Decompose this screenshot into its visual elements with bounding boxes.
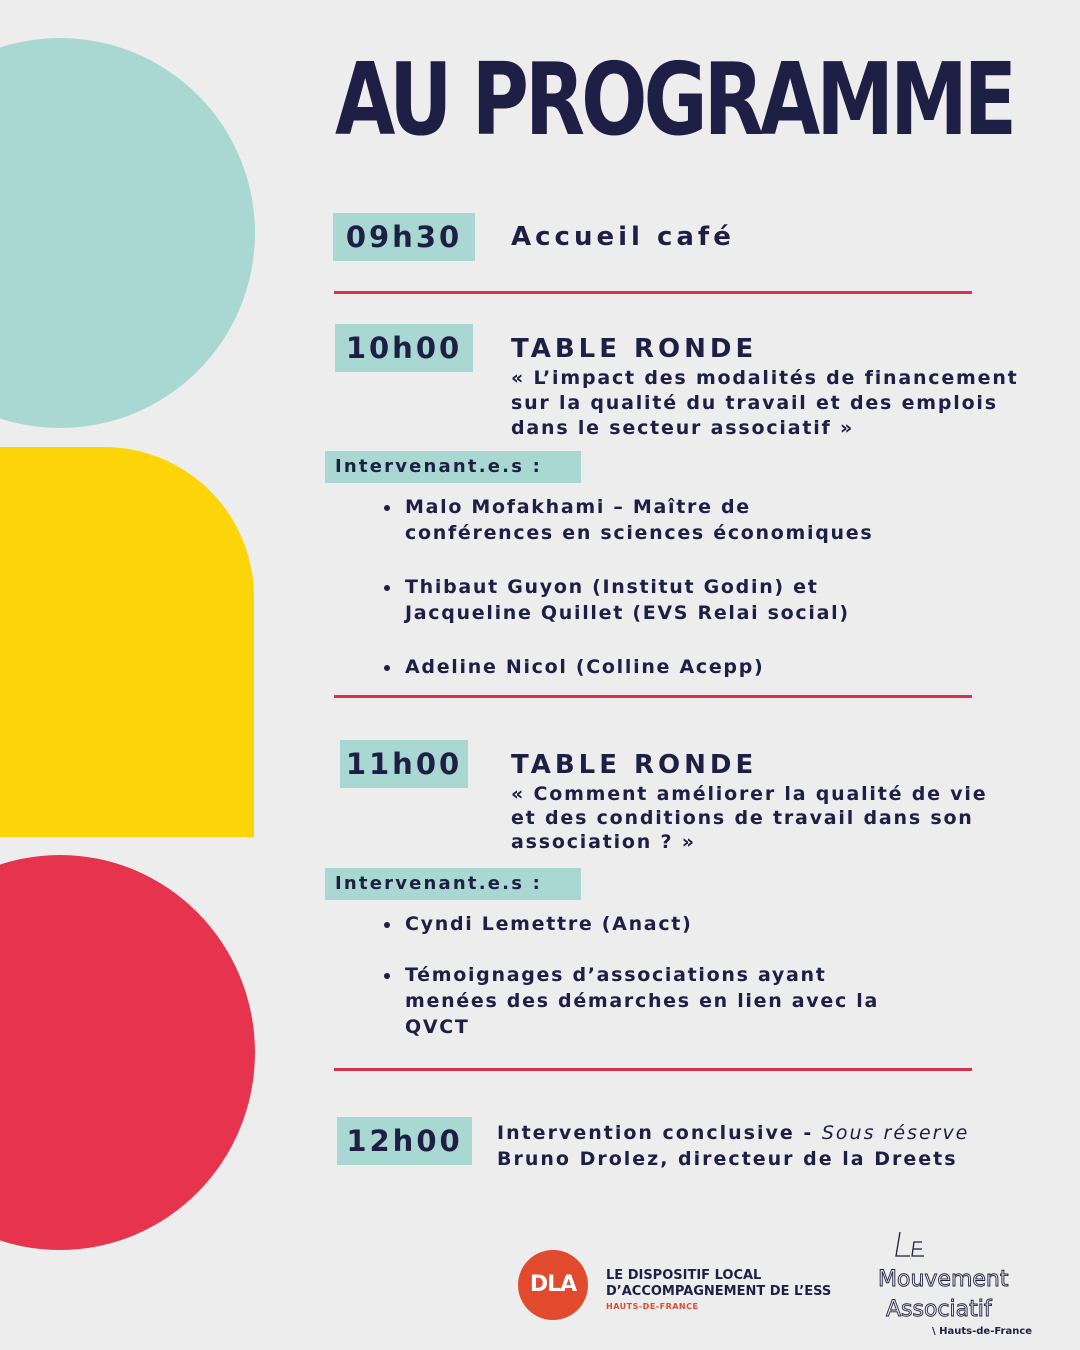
speaker-item: [382, 654, 873, 680]
slot-heading-0930: Accueil café: [511, 222, 735, 252]
speaker-item: [382, 962, 879, 1040]
speaker-item: [382, 494, 873, 546]
closing-heading-italic: Sous réserve: [821, 1122, 970, 1144]
divider: [334, 291, 972, 294]
slot-subtitle-1000: [511, 366, 1019, 441]
speakers-label: Intervenant.e.s :: [325, 868, 581, 900]
closing-heading: Intervention conclusive -: [497, 1122, 822, 1144]
slot-subtitle-1100: [511, 782, 987, 854]
speakers-label: Intervenant.e.s :: [325, 451, 581, 483]
lma-line: Associatif: [886, 1297, 992, 1322]
dla-line: D’ACCOMPAGNEMENT DE L’ESS: [606, 1284, 832, 1299]
subtitle-line: dans le secteur associatif »: [511, 417, 855, 439]
speaker-line: menées des démarches en lien avec la: [405, 990, 879, 1012]
speaker-item: [382, 911, 879, 937]
time-badge-0930: 09h30: [333, 213, 475, 261]
speaker-line: QVCT: [405, 1016, 470, 1038]
subtitle-line: « Comment améliorer la qualité de vie: [511, 783, 988, 805]
speaker-list: [382, 494, 873, 680]
page-title: AU PROGRAMME: [335, 41, 1014, 158]
dla-region: HAUTS-DE-FRANCE: [606, 1302, 699, 1311]
dla-line: LE DISPOSITIF LOCAL: [606, 1268, 762, 1283]
subtitle-line: sur la qualité du travail et des emplois: [511, 392, 998, 414]
speaker-list: [382, 911, 879, 1040]
time-badge-1100: 11h00: [340, 740, 468, 788]
slot-heading-1000: TABLE RONDE: [511, 334, 758, 364]
slot-heading-1100: TABLE RONDE: [511, 750, 758, 780]
closing-line-2: Bruno Drolez, directeur de la Dreets: [497, 1148, 958, 1170]
time-badge-1000: 10h00: [335, 324, 473, 372]
closing-line-1: [497, 1120, 969, 1146]
speaker-line: Malo Mofakhami – Maître de: [405, 496, 751, 518]
speaker-line: Jacqueline Quillet (EVS Relai social): [405, 602, 850, 624]
subtitle-line: association ? »: [511, 831, 696, 853]
mouvement-associatif-logo: [870, 1228, 1060, 1340]
subtitle-line: « L’impact des modalités de financement: [511, 367, 1019, 389]
speaker-line: Thibaut Guyon (Institut Godin) et: [405, 576, 819, 598]
divider: [334, 1068, 972, 1071]
speaker-line: Cyndi Lemettre (Anact): [405, 913, 693, 935]
lma-region: \ Hauts-de-France: [932, 1326, 1033, 1337]
yellow-arch-shape: [0, 447, 254, 837]
speaker-line: Adeline Nicol (Colline Acepp): [405, 656, 765, 678]
red-circle-shape: [0, 855, 255, 1250]
subtitle-line: et des conditions de travail dans son: [511, 807, 974, 829]
divider: [334, 695, 972, 698]
lma-line: Mouvement: [878, 1267, 1009, 1292]
dla-logo-text: [606, 1268, 831, 1300]
teal-circle-shape: [0, 38, 255, 428]
speaker-line: Témoignages d’associations ayant: [405, 964, 827, 986]
speaker-line: conférences en sciences économiques: [405, 522, 874, 544]
speaker-item: [382, 574, 873, 626]
time-badge-1200: 12h00: [337, 1117, 472, 1165]
lma-line: Le: [930, 1250, 932, 1251]
dla-logo: DLA: [518, 1250, 588, 1320]
